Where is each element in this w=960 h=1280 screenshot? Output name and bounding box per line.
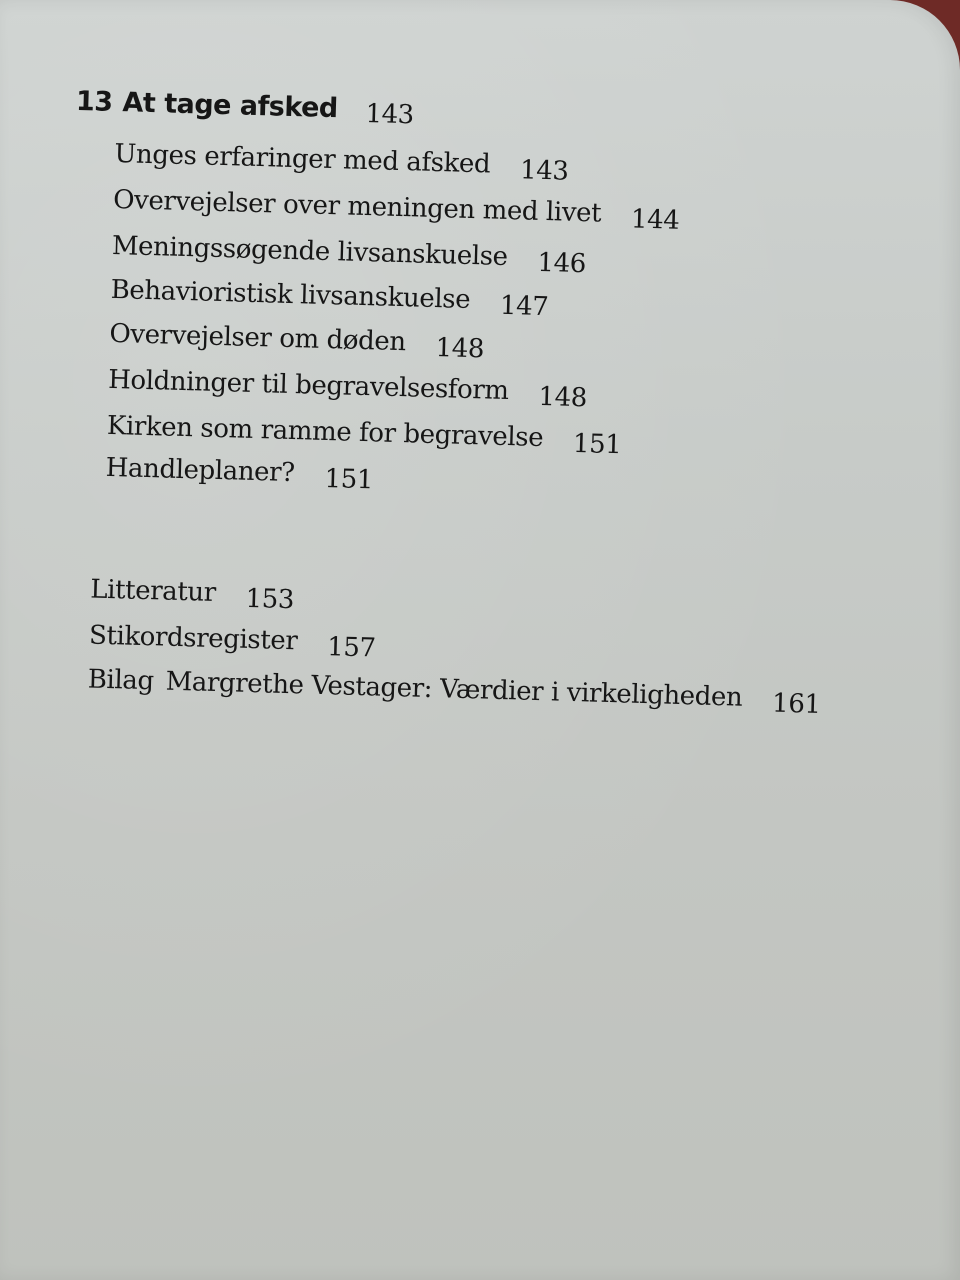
toc-entry-page: 143 — [519, 155, 569, 187]
toc-entry-page: 151 — [324, 463, 374, 496]
back-matter-page: 161 — [771, 688, 821, 720]
toc-entry-title: Unges erfaringer med afsked — [114, 138, 491, 180]
back-matter-entry — [88, 620, 377, 664]
toc-entry-title: Handleplaner? — [105, 452, 296, 489]
back-matter-entry — [87, 664, 821, 720]
back-matter-title: Stikordsregister — [88, 620, 298, 657]
toc-entry-title: Holdninger til begravelsesform — [107, 364, 510, 407]
toc-entry — [106, 410, 622, 461]
chapter-title: At tage afsked — [122, 87, 339, 125]
toc-entry-page: 148 — [435, 333, 485, 365]
back-matter-title: Margrethe Vestager: Værdier i virkeligheden — [165, 666, 743, 713]
toc-entry — [111, 230, 587, 280]
toc-entry-page: 144 — [630, 204, 680, 236]
toc-entry — [109, 318, 485, 365]
chapter-heading — [75, 85, 415, 131]
chapter-number: 13 — [75, 85, 113, 118]
back-matter-page: 157 — [326, 632, 377, 664]
toc-entry-page: 146 — [537, 247, 587, 280]
back-matter-entry — [89, 574, 295, 616]
toc-entry-title: Kirken som ramme for begravelse — [106, 410, 544, 454]
toc-entry-title: Behavioristisk livsanskuelse — [110, 274, 471, 315]
toc-entry — [110, 274, 549, 323]
toc-entry-page: 151 — [572, 428, 622, 461]
toc-entry — [114, 138, 569, 187]
back-matter-page: 153 — [245, 583, 295, 616]
appendix-label: Bilag — [87, 664, 155, 697]
back-matter-title: Litteratur — [89, 574, 217, 608]
toc-entry-page: 148 — [538, 381, 588, 414]
toc-entry — [112, 184, 680, 236]
toc-entry — [107, 364, 588, 414]
toc-entry — [105, 452, 374, 496]
toc-entry-page: 147 — [499, 290, 549, 323]
toc-entry-title: Overvejelser om døden — [109, 318, 407, 358]
toc-entry-title: Meningssøgende livsanskuelse — [111, 230, 509, 272]
chapter-page-number: 143 — [365, 98, 415, 131]
toc-entry-title: Overvejelser over meningen med livet — [112, 184, 602, 229]
